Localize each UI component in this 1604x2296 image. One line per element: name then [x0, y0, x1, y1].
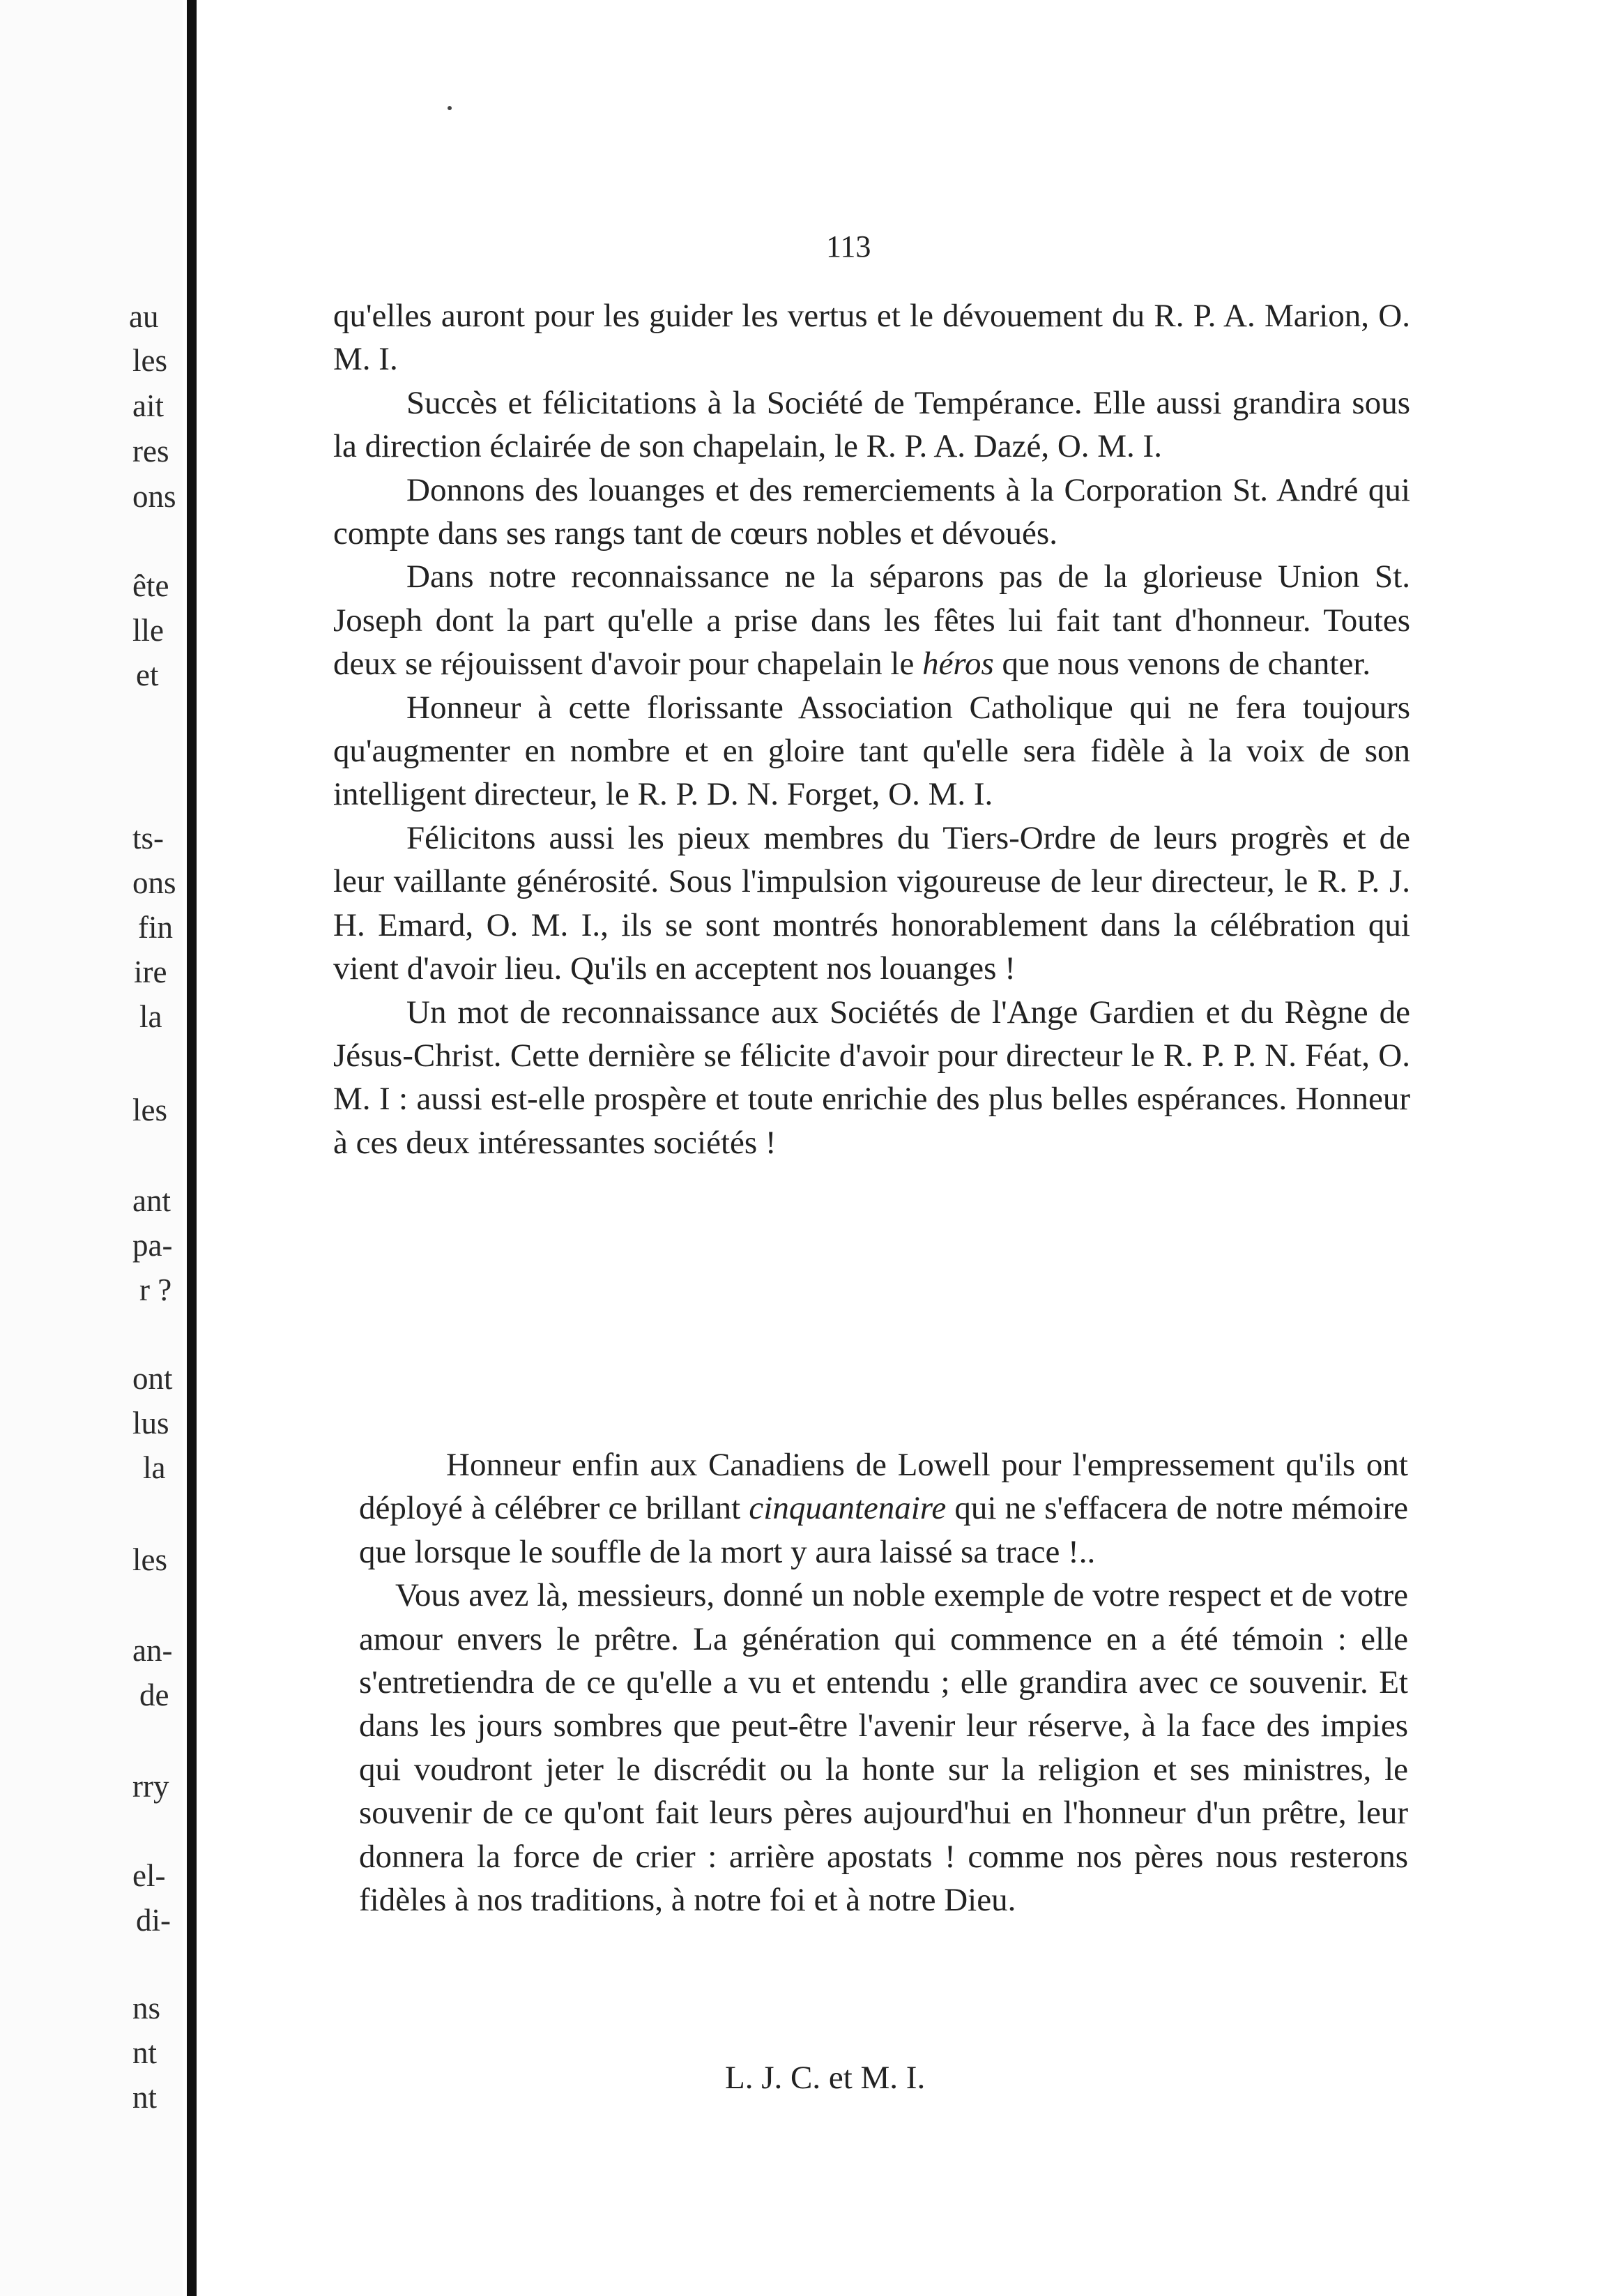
fragment-word: ant — [132, 1183, 171, 1218]
fragment-word: di- — [136, 1903, 171, 1938]
fragment-word: ire — [134, 955, 167, 989]
paragraph-1: qu'elles auront pour les guider les vertus et le dévouement du R. P. A. Marion, O. M. I. — [333, 298, 1410, 378]
fragment-word: fin — [138, 910, 173, 945]
paragraph-4 — [333, 555, 1410, 685]
fragment-word: nt — [132, 2080, 158, 2115]
fragment-word: lle — [132, 613, 164, 648]
fragment-word: lus — [132, 1406, 169, 1440]
fragment-word: nt — [132, 2035, 158, 2070]
paragraph-6: Félicitons aussi les pieux membres du Tiers-Ordre de leurs progrès et de leur vaillante générosité. Sous l'impulsion vigoureuse de leur directeur, le R. P. J. H. Emard, O. M. I., ils se sont montrés honorablement dans la célébration qui vient d'avoir lieu. Qu'ils en acceptent nos louanges ! — [333, 819, 1410, 987]
page-number: 113 — [826, 229, 871, 264]
paragraph-4-text-after: que nous venons de chanter. — [993, 646, 1371, 683]
paragraph-8-text-before: Honneur enfin aux Canadiens de Lowell pour l'empressement qu'ils ont déployé à célébrer ce brillant — [359, 1447, 1408, 1527]
paragraph-7: Un mot de reconnaissance aux Sociétés de l'Ange Gardien et du Règne de Jésus-Christ. Cette dernière se félicite d'avoir pour directeur le R. P. P. N. Féat, O. M. I : aussi est-elle prospère et toute enrichie des plus belles espérances. Honneur à ces deux intéressantes sociétés ! — [333, 994, 1410, 1161]
fragment-word: ait — [132, 388, 164, 423]
fragment-word: et — [136, 657, 159, 692]
paragraph-4-emphasis: héros — [922, 646, 994, 683]
body-text-upper — [333, 294, 1410, 1164]
fragment-word: ons — [132, 865, 176, 900]
fragment-word: ête — [132, 568, 169, 603]
fragment-word: au — [129, 299, 159, 334]
paragraph-3: Donnons des louanges et des remerciements à la Corporation St. André qui compte dans ses rangs tant de cœurs nobles et dévoués. — [333, 471, 1410, 552]
left-page-fragment — [0, 0, 183, 2296]
fragment-word: les — [132, 343, 167, 378]
fragment-word: rry — [132, 1769, 169, 1804]
fragment-word: les — [132, 1093, 167, 1127]
fragment-word: ons — [132, 479, 176, 514]
fragment-word: an- — [132, 1633, 173, 1668]
body-text-lower — [359, 1443, 1408, 1922]
paragraph-8-text-after: qui ne s'effacera de notre mémoire que lorsque le souffle de la mort y aura laissé sa trace !.. — [359, 1490, 1408, 1570]
fragment-word: la — [143, 1450, 166, 1485]
fragment-word: r ? — [139, 1272, 172, 1307]
paragraph-5: Honneur à cette florissante Association Catholique qui ne fera toujours qu'augmenter en nombre et en gloire tant qu'elle sera fidèle à la voix de son intelligent directeur, le R. P. D. N. Forget, O. M. I. — [333, 689, 1410, 813]
paragraph-4-text-before: Dans notre reconnaissance ne la séparons pas de la glorieuse Union St. Joseph dont la part qu'elle a prise dans les fêtes lui fait tant d'honneur. Toutes deux se réjouissent d'avoir pour chapelain le — [333, 558, 1410, 683]
fragment-word: pa- — [132, 1228, 173, 1263]
closing-signature: L. J. C. et M. I. — [725, 2060, 926, 2096]
paragraph-8 — [359, 1443, 1408, 1574]
fragment-word: ts- — [132, 821, 164, 856]
page-gutter — [187, 0, 197, 2296]
paragraph-9: Vous avez là, messieurs, donné un noble exemple de votre respect et de votre amour envers le prêtre. La génération qui commence en a été témoin : elle s'entretiendra de ce qu'elle a vu et entendu ; elle grandira avec ce souvenir. Et dans les jours sombres que peut-être l'avenir leur réserve, à la face des impies qui voudront jeter le discrédit ou la honte sur la religion et ses ministres, le souvenir de ce qu'ont fait leurs pères aujourd'hui en l'honneur d'un prêtre, leur donnera la force de crier : arrière apostats ! comme nos pères nous resterons fidèles à nos traditions, à notre foi et à notre Dieu. — [359, 1577, 1408, 1919]
fragment-word: les — [132, 1542, 167, 1577]
ink-speck — [448, 106, 452, 110]
fragment-word: la — [139, 999, 162, 1034]
paragraph-2: Succès et félicitations à la Société de Tempérance. Elle aussi grandira sous la direction éclairée de son chapelain, le R. P. A. Dazé, O. M. I. — [333, 384, 1410, 465]
paragraph-8-emphasis: cinquantenaire — [749, 1490, 947, 1527]
fragment-word: ns — [132, 1991, 161, 2025]
fragment-word: el- — [132, 1858, 166, 1893]
fragment-word: ont — [132, 1361, 173, 1396]
fragment-word: de — [139, 1678, 169, 1712]
fragment-word: res — [132, 434, 169, 469]
